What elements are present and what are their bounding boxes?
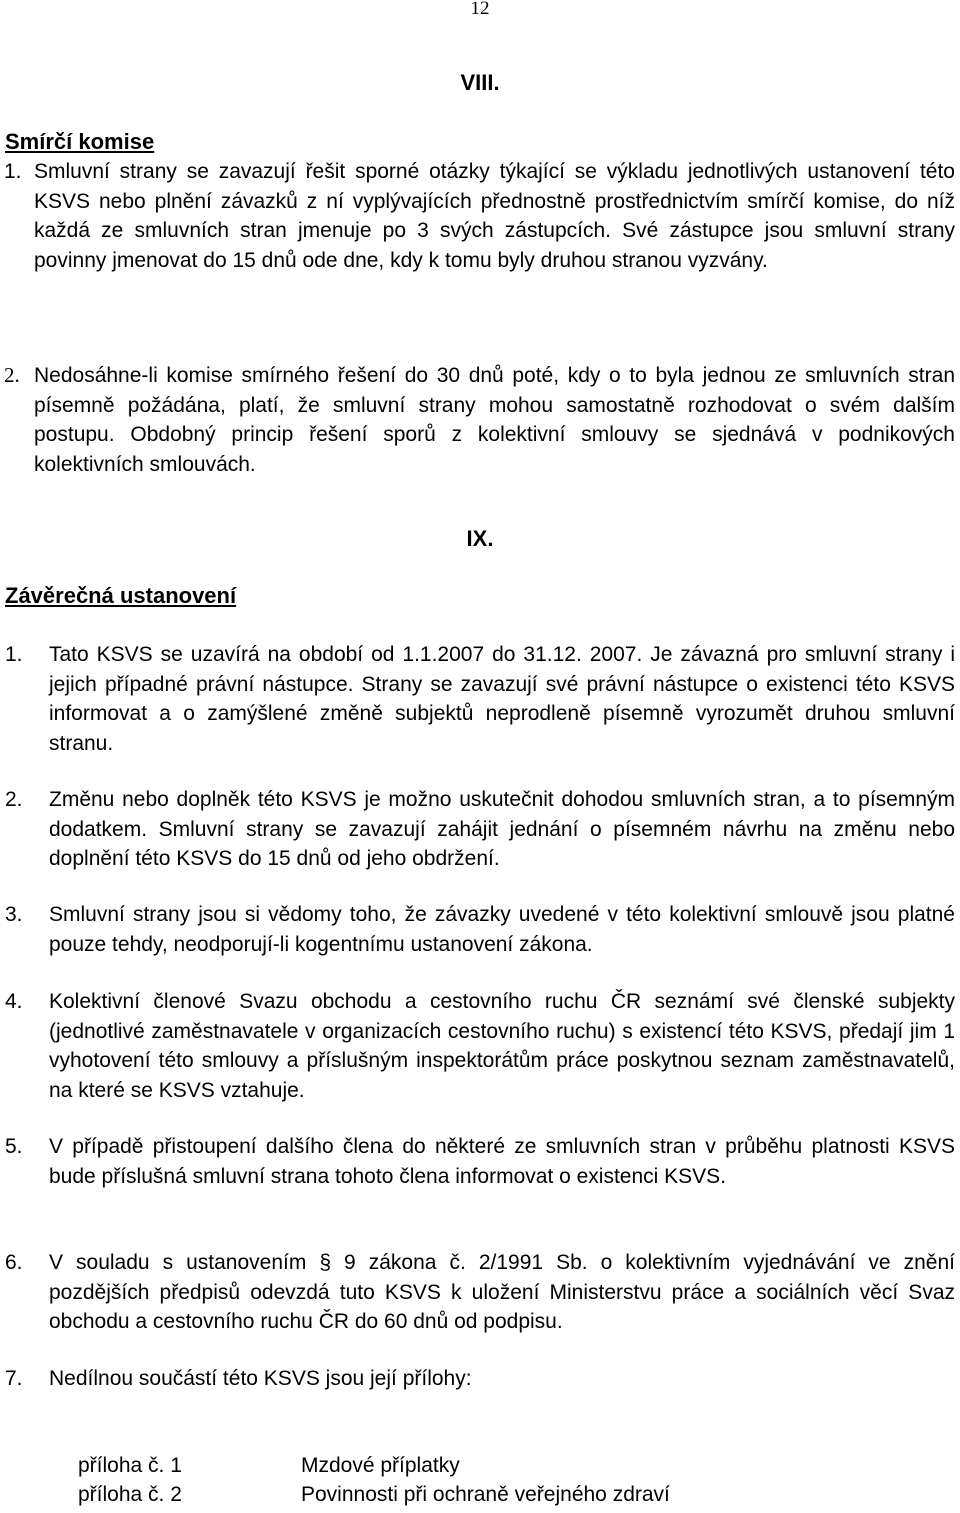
item-text: Změnu nebo doplněk této KSVS je možno uskutečnit dohodou smluvních stran, a to písemným dodatkem. Smluvní strany se zavazují zahájit jednání o písemném návrhu na změnu nebo doplnění této KSVS do 15 dnů od jeho obdržení. (49, 788, 955, 870)
section-viii-title: Smírčí komise (5, 129, 155, 154)
section-ix-item-2 (5, 785, 955, 874)
section-ix-title: Závěrečná ustanovení (5, 583, 237, 608)
item-number: 2. (5, 788, 23, 811)
item-number: 3. (5, 903, 23, 926)
section-ix-item-7 (5, 1364, 955, 1394)
annex-name: Povinnosti při ochraně veřejného zdraví (301, 1483, 670, 1506)
item-number: 6. (5, 1251, 23, 1274)
item-text: Smluvní strany jsou si vědomy toho, že závazky uvedené v této kolektivní smlouvě jsou platné pouze tehdy, neodporují-li kogentnímu ustanovení zákona. (49, 903, 955, 956)
item-text: V případě přistoupení dalšího člena do některé ze smluvních stran v průběhu platnosti KSVS bude příslušná smluvní strana tohoto člena informovat o existenci KSVS. (49, 1135, 955, 1188)
item-number: 1. (5, 643, 23, 666)
section-ix-item-5 (5, 1132, 955, 1191)
section-viii-paragraph-2 (4, 361, 955, 479)
section-viii-paragraph-1 (4, 157, 955, 275)
paragraph-text: Nedosáhne-li komise smírného řešení do 30 dnů poté, kdy o to byla jednou ze smluvních stran písemně požádána, platí, že smluvní strany mohou samostatně rozhodovat o svém dalším postupu. Obdobný princip řešení sporů z kolektivní smlouvy se sjednává v podnikových kolektivních smlouvách. (34, 364, 955, 476)
item-text: Nedílnou součástí této KSVS jsou její přílohy: (49, 1367, 472, 1390)
section-ix-item-1 (5, 640, 955, 758)
section-ix-number: IX. (466, 526, 494, 551)
annex-label: příloha č. 1 (78, 1454, 182, 1477)
annex-name: Mzdové příplatky (301, 1454, 460, 1477)
item-number: 7. (5, 1367, 23, 1390)
section-viii-number: VIII. (460, 70, 500, 95)
item-text: Tato KSVS se uzavírá na období od 1.1.2007 do 31.12. 2007. Je závazná pro smluvní strany i jejich případné právní nástupce. Strany se zavazují své právní nástupce o existenci této KSVS informovat a o zamýšlené změně subjektů neprodleně písemně vyrozumět druhou smluvní stranu. (49, 643, 955, 755)
annex-label: příloha č. 2 (78, 1483, 182, 1506)
item-text: Kolektivní členové Svazu obchodu a cestovního ruchu ČR seznámí své členské subjekty (jednotlivé zaměstnavatele v organizacích cestovního ruchu) s existencí této KSVS, předají jim 1 vyhotovení této smlouvy a příslušným inspektorátům práce poskytnou seznam zaměstnavatelů, na které se KSVS vztahuje. (49, 990, 955, 1102)
paragraph-number: 2. (4, 363, 20, 387)
section-ix-item-3 (5, 900, 955, 959)
item-text: V souladu s ustanovením § 9 zákona č. 2/1991 Sb. o kolektivním vyjednávání ve znění pozdějších předpisů odevzdá tuto KSVS k uložení Ministerstvu práce a sociálních věcí Svaz obchodu a cestovního ruchu ČR do 60 dnů od podpisu. (49, 1251, 955, 1333)
item-number: 4. (5, 990, 23, 1013)
section-ix-item-4 (5, 987, 955, 1105)
item-number: 5. (5, 1135, 23, 1158)
page-number: 12 (470, 0, 490, 19)
section-ix-item-6 (5, 1248, 955, 1337)
paragraph-text: Smluvní strany se zavazují řešit sporné otázky týkající se výkladu jednotlivých ustanovení této KSVS nebo plnění závazků z ní vyplývajících přednostně prostřednictvím smírčí komise, do níž každá ze smluvních stran jmenuje po 3 svých zástupcích. Své zástupce jsou smluvní strany povinny jmenovat do 15 dnů ode dne, kdy k tomu byly druhou stranou vyzvány. (34, 160, 955, 272)
paragraph-number: 1. (4, 160, 22, 183)
